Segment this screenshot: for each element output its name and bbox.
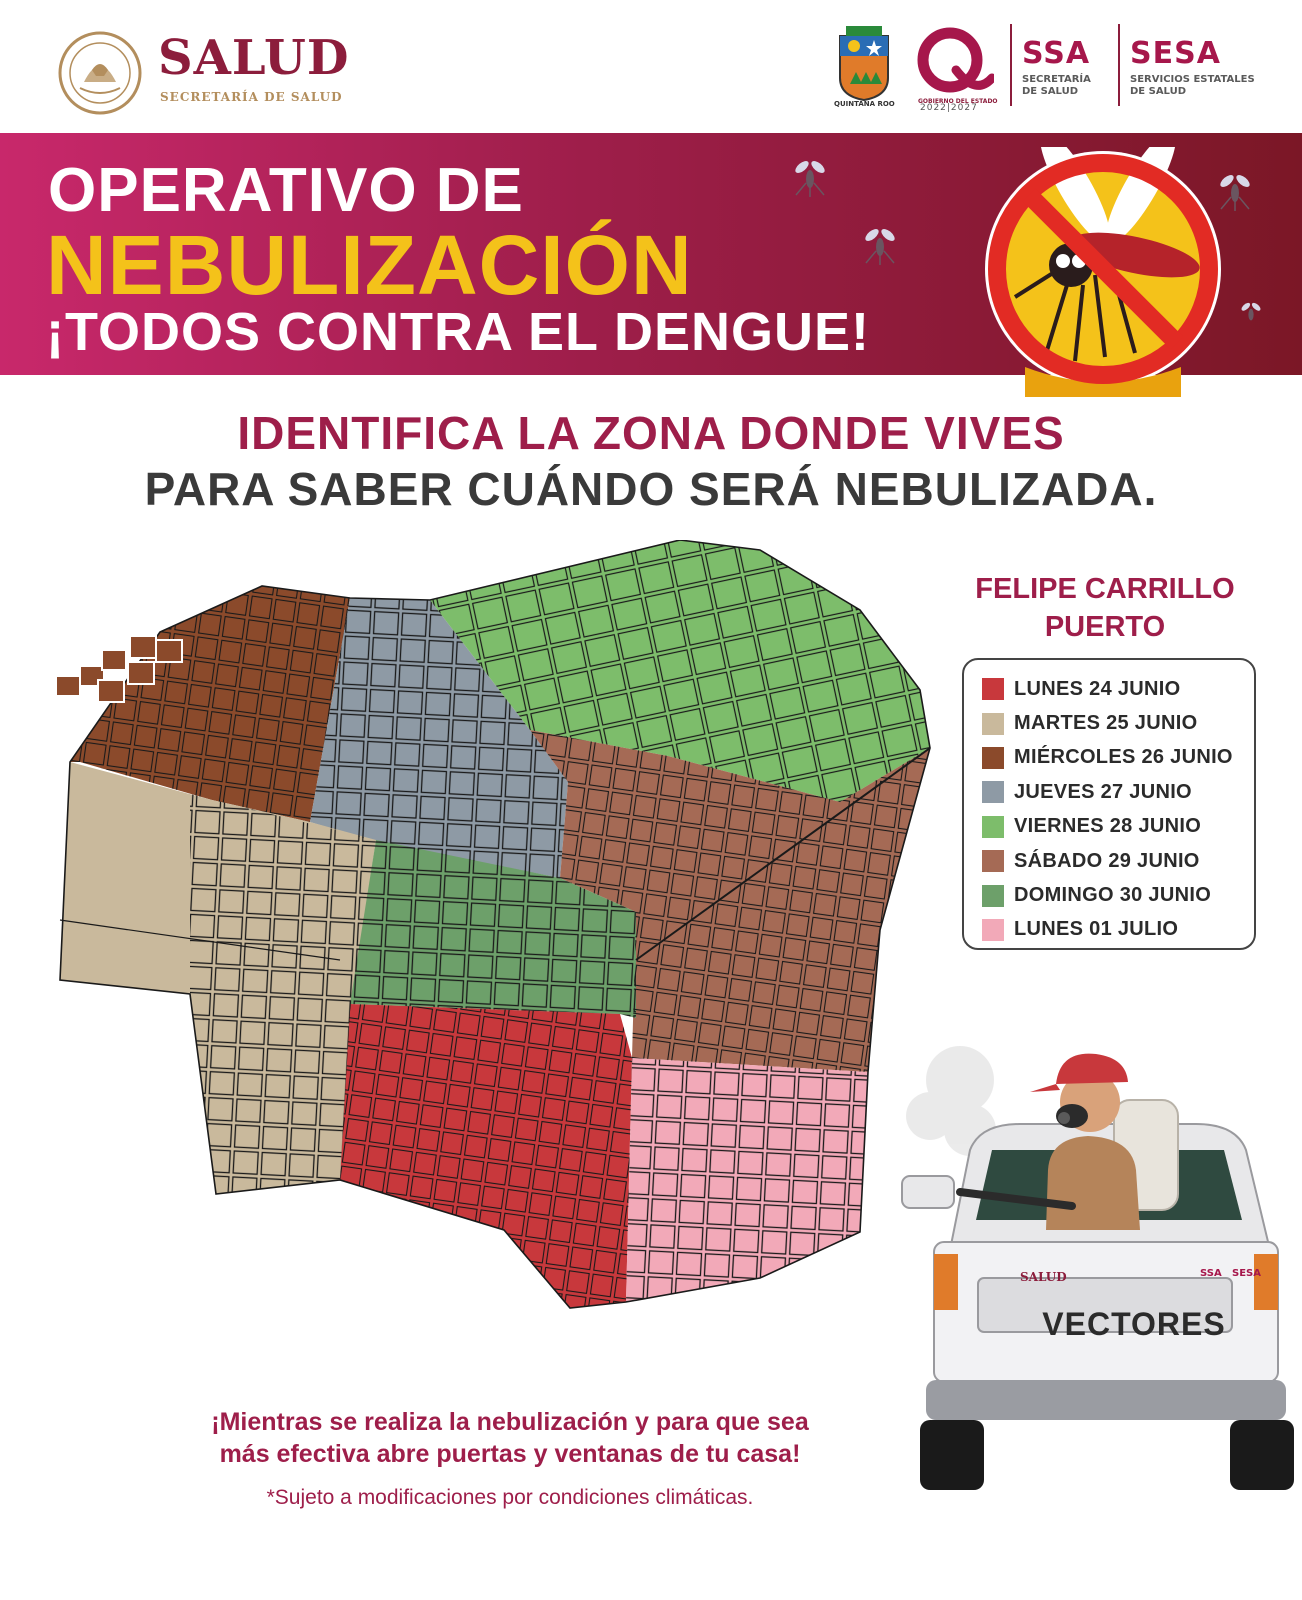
legend-item [982,810,1254,844]
legend-swatch [982,747,1004,769]
legend-label: JUEVES 27 JUNIO [1014,780,1192,803]
legend-item [982,775,1254,809]
legend-item [982,741,1254,775]
legend-item [982,913,1254,947]
salud-subtitle: SECRETARÍA DE SALUD [160,90,343,104]
legend-swatch [982,781,1004,803]
legend-label: LUNES 01 JULIO [1014,918,1179,941]
legend-swatch [982,678,1004,700]
banner-title-line1: OPERATIVO DE [48,156,524,225]
truck-salud-logo: SALUD [1020,1270,1067,1284]
ssa-logo-text: SSA [1022,36,1091,71]
ssa-subtitle: SECRETARÍA DE SALUD [1022,74,1091,97]
no-mosquito-sign-icon [975,147,1235,397]
truck-ssa-logo: SSA [1200,1268,1222,1279]
schedule-legend [962,658,1256,950]
gobierno-years: 2022|2027 [920,103,978,113]
mosquito-icon [860,221,900,265]
quintana-roo-label: QUINTANA ROO [834,100,895,108]
logo-divider [1118,24,1120,106]
salud-logo-text: SALUD [158,30,350,86]
national-seal-icon [54,30,146,116]
city-name [940,570,1270,646]
legend-label: DOMINGO 30 JUNIO [1014,884,1212,907]
advice-line2: más efectiva abre puertas y ventanas de tu casa! [219,1440,801,1468]
legend-swatch [982,713,1004,735]
header-logos [0,0,1302,132]
mosquito-icon [790,153,830,197]
sesa-logo-text: SESA [1130,36,1221,71]
legend-item [982,878,1254,912]
sesa-subtitle: SERVICIOS ESTATALES DE SALUD [1130,74,1255,97]
legend-swatch [982,885,1004,907]
legend-label: VIERNES 28 JUNIO [1014,815,1202,838]
instruction-heading: IDENTIFICA LA ZONA DONDE VIVES [237,407,1065,459]
legend-label: MARTES 25 JUNIO [1014,712,1198,735]
quintana-roo-shield-icon [836,26,892,102]
legend-item [982,706,1254,740]
legend-item [982,672,1254,706]
legend-swatch [982,816,1004,838]
legend-label: SÁBADO 29 JUNIO [1014,849,1200,872]
legend-swatch [982,919,1004,941]
legend-swatch [982,850,1004,872]
logo-divider [1010,24,1012,106]
legend-label: LUNES 24 JUNIO [1014,677,1181,700]
instruction-subheading: PARA SABER CUÁNDO SERÁ NEBULIZADA. [144,463,1158,515]
advice-line1: ¡Mientras se realiza la nebulización y para que sea [211,1408,809,1436]
city-name-line1: FELIPE CARRILLO [975,573,1235,605]
truck-vectores-label: VECTORES [1042,1306,1226,1342]
mosquito-icon [1238,297,1264,327]
truck-sesa-logo: SESA [1232,1268,1261,1279]
q-government-logo-icon [912,26,994,96]
banner-title-line2: NEBULIZACIÓN [46,218,693,312]
legend-item [982,844,1254,878]
legend-label: MIÉRCOLES 26 JUNIO [1014,746,1233,769]
gobierno-label: GOBIERNO DEL ESTADO [918,98,998,105]
city-name-line2: PUERTO [1044,611,1166,643]
weather-disclaimer: *Sujeto a modificaciones por condiciones climáticas. [266,1486,754,1509]
zone-map [40,540,960,1340]
banner-slogan: ¡TODOS CONTRA EL DENGUE! [46,302,871,362]
